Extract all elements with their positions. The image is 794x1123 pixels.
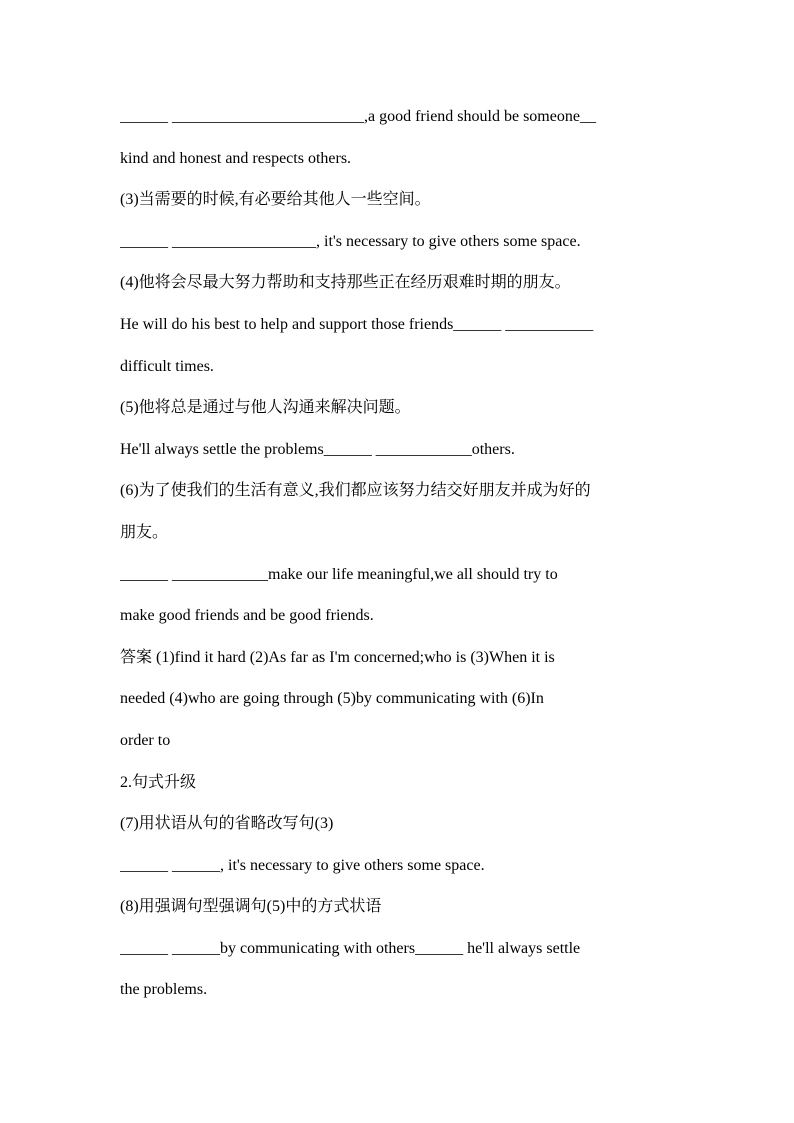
question-6-answer-line: ______ ____________make our life meaningful,we all should try to xyxy=(120,565,558,583)
question-6-prompt: (6)为了使我们的生活有意义,我们都应该努力结交好朋友并成为好的 xyxy=(120,482,591,500)
question-7-answer-line: ______ ______, it's necessary to give others some space. xyxy=(120,856,485,874)
question-4-answer-line-cont: difficult times. xyxy=(120,357,214,375)
question-3-answer-line: ______ __________________, it's necessary to give others some space. xyxy=(120,232,581,250)
answer-key-line-3: order to xyxy=(120,731,171,749)
question-8-prompt: (8)用强调句型强调句(5)中的方式状语 xyxy=(120,898,382,916)
question-3-prompt: (3)当需要的时候,有必要给其他人一些空间。 xyxy=(120,191,431,209)
question-8-answer-line: ______ ______by communicating with others______ he'll always settle xyxy=(120,939,581,957)
question-4-answer-line: He will do his best to help and support those friends______ ___________ xyxy=(120,315,594,333)
question-5-answer-line: He'll always settle the problems______ ____________others. xyxy=(120,440,515,458)
text-line-2: kind and honest and respects others. xyxy=(120,149,352,167)
document-page xyxy=(120,96,676,1011)
question-6-answer-line-cont: make good friends and be good friends. xyxy=(120,607,374,625)
section-2-heading: 2.句式升级 xyxy=(120,773,197,791)
question-8-answer-line-cont: the problems. xyxy=(120,981,208,999)
answer-key-line-1: 答案 (1)find it hard (2)As far as I'm concerned;who is (3)When it is xyxy=(120,648,555,666)
answer-key-line-2: needed (4)who are going through (5)by communicating with (6)In xyxy=(120,690,544,708)
question-6-prompt-cont: 朋友。 xyxy=(120,523,169,541)
question-7-prompt: (7)用状语从句的省略改写句(3) xyxy=(120,815,334,833)
question-4-prompt: (4)他将会尽最大努力帮助和支持那些正在经历艰难时期的朋友。 xyxy=(120,274,571,292)
question-5-prompt: (5)他将总是通过与他人沟通来解决问题。 xyxy=(120,399,411,417)
text-line-1: ______ ________________________,a good friend should be someone__ xyxy=(120,108,596,125)
